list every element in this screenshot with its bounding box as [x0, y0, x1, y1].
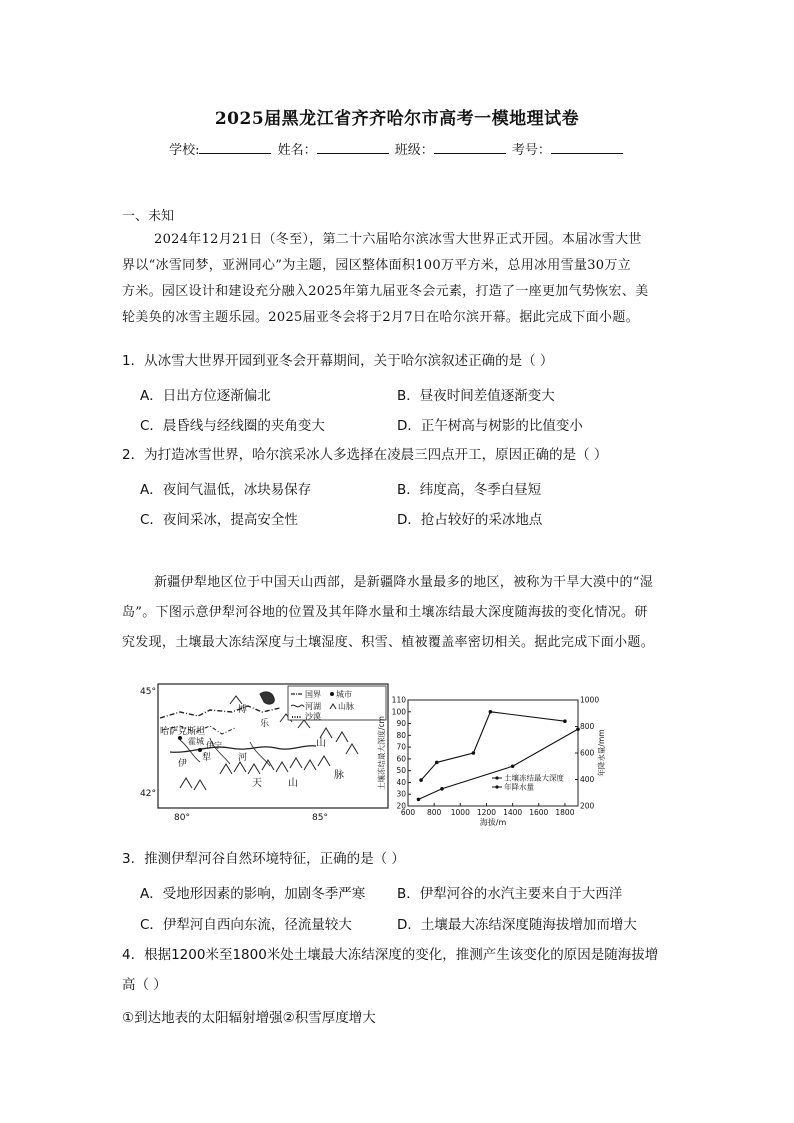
question-1-stem: 1．从冰雪大世界开园到亚冬会开幕期间，关于哈尔滨叙述正确的是（ ）: [122, 353, 554, 369]
map-label: 山: [316, 738, 326, 749]
q4-statements: ①到达地表的太阳辐射增强②积雪厚度增大: [122, 1010, 376, 1026]
class-blank[interactable]: [434, 141, 506, 154]
y-left-axis-label: 土壤冻结最大深度/cm: [377, 716, 386, 790]
q3-option-c[interactable]: C．伊犁河自西向东流，径流量较大: [140, 917, 352, 933]
exam-title: 2025届黑龙江省齐齐哈尔市高考一模地理试卷: [214, 109, 580, 129]
legend-marker-2: [495, 785, 498, 788]
ili-river: [170, 746, 316, 753]
x-tick-label: 1400: [503, 808, 523, 817]
question-2-stem: 2．为打造冰雪世界，哈尔滨采冰人多选择在凌晨三四点开工，原因正确的是（ ）: [122, 447, 608, 463]
y-right-tick-label: 800: [580, 722, 595, 731]
series-point-2: [417, 798, 421, 802]
series-point-1: [489, 710, 493, 714]
elevation-chart: [372, 690, 612, 828]
x-tick-label: 800: [426, 808, 442, 817]
map-label: 犁: [202, 753, 212, 763]
plot-frame: [408, 700, 578, 806]
section-heading: 一、未知: [122, 209, 175, 224]
y-left-tick-label: 90: [396, 719, 406, 729]
y-right-tick-label: 400: [580, 775, 595, 784]
x-tick-label: 1200: [476, 808, 497, 817]
city-marker: [198, 748, 202, 752]
map-label: 河: [238, 753, 248, 763]
y-right-axis-label: 年降水量/mm: [597, 729, 606, 777]
passage-2-line: 新疆伊犁地区位于中国天山西部，是新疆降水量最多的地区，被称为干旱大漠中的“湿: [154, 575, 654, 590]
x-axis-label: 海拔/m: [479, 818, 507, 827]
map-label: 脉: [334, 770, 344, 781]
x-tick-label: 1600: [529, 808, 549, 817]
series-point-2: [576, 727, 580, 731]
y-right-tick-label: 200: [580, 801, 595, 811]
passage-2-line: 究发现，土壤最大冻结深度与土壤湿度、积雪、植被覆盖率密切相关。据此完成下面小题。: [122, 635, 655, 650]
passage-1: [122, 227, 674, 331]
q1-option-b[interactable]: B．昼夜时间差值逐渐变大: [397, 388, 555, 404]
q2-option-a[interactable]: A．夜间气温低，冰块易保存: [140, 482, 312, 498]
number-blank[interactable]: [551, 141, 623, 154]
y-left-tick-label: 80: [396, 730, 406, 740]
map-label: 博: [238, 705, 248, 715]
name-blank[interactable]: [317, 141, 389, 154]
passage-2: [122, 568, 674, 658]
series-point-1: [563, 719, 567, 723]
y-left-tick-label: 100: [391, 707, 406, 717]
x-tick-label: 1000: [450, 808, 470, 817]
legend-label-1: 土壤冻结最大深度: [504, 773, 564, 783]
yili-valley-map: [140, 682, 390, 822]
map-country-label: 哈萨克斯坦: [160, 727, 206, 737]
map-lon-left: 80°: [174, 813, 190, 822]
legend-river-label: 河湖: [305, 702, 321, 711]
question-4-stem: 4．根据1200米至1800米处土壤最大冻结深度的变化，推测产生该变化的原因是随海拔增: [122, 947, 659, 963]
series-point-1: [419, 778, 423, 782]
map-label: 山: [288, 778, 298, 789]
y-right-tick-label: 1000: [580, 695, 600, 705]
tianshan-mountains: [220, 756, 330, 774]
legend-mountain-label: 山脉: [338, 702, 354, 711]
legend-label-2: 年降水量: [504, 782, 534, 792]
lake-sayram: [260, 692, 274, 704]
x-tick-label: 1800: [555, 808, 575, 817]
y-left-tick-label: 40: [396, 777, 406, 787]
series-point-2: [511, 764, 515, 768]
y-left-tick-label: 60: [396, 754, 406, 764]
y-left-tick-label: 70: [396, 742, 406, 752]
number-label: 考号：: [511, 143, 551, 158]
series-point-1: [472, 751, 476, 755]
x-tick-label: 600: [400, 808, 416, 817]
y-right-tick-label: 600: [580, 748, 595, 758]
q2-option-d[interactable]: D．抢占较好的采冰地点: [397, 512, 543, 528]
map-label: 乐: [260, 719, 270, 729]
y-left-tick-label: 110: [391, 695, 406, 705]
name-label: 姓名：: [277, 143, 317, 158]
chart-marks: [417, 710, 580, 801]
map-label: 天: [252, 778, 262, 789]
legend-city-icon: [330, 692, 334, 696]
series-point-2: [440, 787, 444, 791]
y-left-tick-label: 30: [396, 789, 406, 799]
legend-border-label: 国界: [305, 690, 321, 699]
y-left-tick-label: 50: [396, 766, 406, 776]
q2-option-c[interactable]: C．夜间采冰，提高安全性: [140, 512, 298, 528]
national-border: [160, 706, 280, 718]
q1-option-d[interactable]: D．正午树高与树影的比值变小: [397, 418, 583, 434]
y-left-tick-label: 20: [396, 801, 406, 811]
legend-marker-1: [495, 776, 498, 779]
map-lat-top: 45°: [140, 687, 156, 697]
legend-city-label: 城市: [336, 690, 352, 699]
map-lat-bottom: 42°: [140, 789, 156, 799]
question-3-stem: 3．推测伊犁河谷自然环境特征，正确的是（ ）: [122, 851, 405, 867]
student-info-line: [0, 139, 794, 158]
q3-option-d[interactable]: D．土壤最大冻结深度随海拔增加而增大: [397, 917, 637, 933]
series-line-1: [421, 712, 565, 780]
passage-1-line: 2024年12月21日（冬至），第二十六届哈尔滨冰雪大世界正式开园。本届冰雪大世: [154, 232, 642, 247]
map-label: 伊: [178, 759, 188, 769]
question-4-stem-cont: 高（ ）: [122, 977, 167, 993]
map-label: 伊宁: [206, 741, 222, 750]
q3-option-a[interactable]: A．受地形因素的影响，加剧冬季严寒: [140, 886, 366, 902]
legend-desert-label: 沙漠: [305, 712, 321, 721]
school-label: 学校:: [169, 143, 200, 158]
q1-option-c[interactable]: C．晨昏线与经线圈的夹角变大: [140, 418, 325, 434]
q1-option-a[interactable]: A．日出方位逐渐偏北: [140, 388, 271, 404]
series-point-1: [435, 761, 439, 765]
passage-1-line: 轮美奂的冰雪主题乐园。2025届亚冬会将于2月7日在哈尔滨开幕。据此完成下面小题。: [122, 310, 639, 325]
passage-2-line: 岛”。下图示意伊犁河谷地的位置及其年降水量和土壤冻结最大深度随海拔的变化情况。研: [122, 605, 648, 620]
passage-1-line: 方米。园区设计和建设充分融入2025年第九届亚冬会元素，打造了一座更加气势恢宏、美: [122, 284, 649, 299]
chart-axes: [376, 696, 606, 828]
q3-option-b[interactable]: B．伊犁河谷的水汽主要来自于大西洋: [397, 886, 623, 902]
q2-option-b[interactable]: B．纬度高，冬季白昼短: [397, 482, 542, 498]
passage-1-line: 界以“冰雪同梦，亚洲同心”为主题，园区整体面积100万平方米，总用冰用雪量30万立: [122, 258, 631, 273]
class-label: 班级：: [394, 143, 434, 158]
map-label: 霍城: [188, 737, 204, 746]
map-lon-right: 85°: [312, 813, 328, 822]
school-blank[interactable]: [199, 141, 271, 154]
